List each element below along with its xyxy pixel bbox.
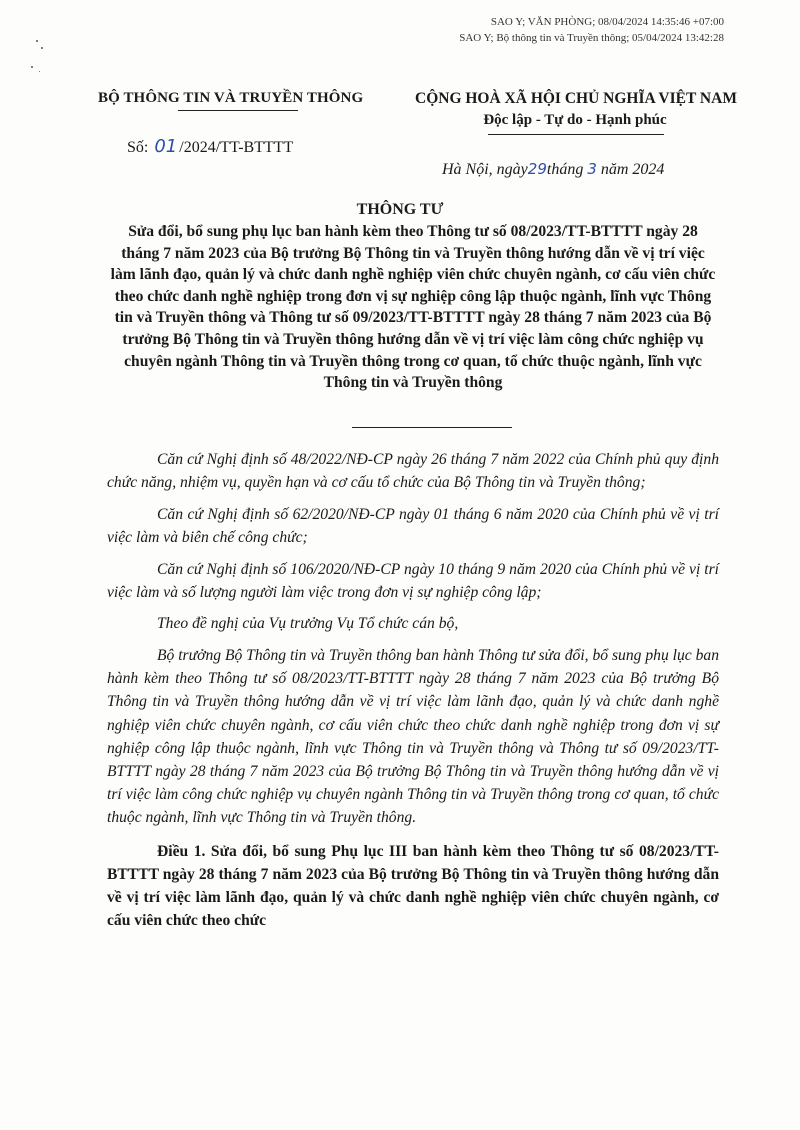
motto-underline	[488, 134, 664, 135]
day-handwritten: 29	[527, 160, 547, 178]
number-handwritten: 01	[154, 136, 178, 157]
article-1: Điều 1. Sửa đổi, bổ sung Phụ lục III ban hành kèm theo Thông tư số 08/2023/TT-BTTTT ngày 28 tháng 7 năm 2023 của Bộ trưởng Bộ Thông tin và Truyền thông hướng dẫn về vị trí việc làm lãnh đạo, quản lý và chức danh nghề nghiệp viên chức chuyên ngành, cơ cấu viên chức theo chức	[107, 842, 719, 930]
document-number	[127, 136, 293, 157]
number-prefix: Số:	[127, 139, 149, 156]
place-prefix: Hà Nội, ngày	[442, 161, 528, 178]
agency-underline	[178, 110, 298, 111]
scan-speck	[31, 66, 33, 68]
document-subject: Sửa đổi, bổ sung phụ lục ban hành kèm theo Thông tư số 08/2023/TT-BTTTT ngày 28 tháng 7 năm 2023 của Bộ trưởng Bộ Thông tin và Truyền thông hướng dẫn về vị trí việc làm lãnh đạo, quản lý và chức danh nghề nghiệp viên chức chuyên ngành, cơ cấu viên chức theo chức danh nghề nghiệp trong đơn vị sự nghiệp công lập thuộc ngành, lĩnh vực Thông tin và Truyền thông và Thông tư số 09/2023/TT-BTTTT ngày 28 tháng 7 năm 2023 của Bộ trưởng Bộ Thông tin và Truyền thông hướng dẫn về vị trí việc làm công chức nghiệp vụ chuyên ngành Thông tin và Truyền thông trong cơ quan, tổ chức thuộc ngành, lĩnh vực Thông tin và Truyền thông	[110, 223, 716, 392]
document-title: THÔNG TƯ	[356, 201, 444, 218]
copy-stamp-office: SAO Y; VĂN PHÒNG; 08/04/2024 14:35:46 +07:00	[490, 16, 724, 28]
legal-basis-2: Căn cứ Nghị định số 62/2020/NĐ-CP ngày 01 tháng 6 năm 2020 của Chính phủ về vị trí việc làm và biên chế công chức;	[107, 505, 719, 546]
national-motto: Độc lập - Tự do - Hạnh phúc	[483, 112, 667, 128]
scan-speck	[36, 40, 38, 42]
legal-basis-1: Căn cứ Nghị định số 48/2022/NĐ-CP ngày 26 tháng 7 năm 2022 của Chính phủ quy định chức năng, nhiệm vụ, quyền hạn và cơ cấu tổ chức của Bộ Thông tin và Truyền thông;	[107, 451, 719, 492]
nation-name: CỘNG HOÀ XÃ HỘI CHỦ NGHĨA VIỆT NAM	[415, 90, 737, 107]
document-body	[107, 448, 719, 941]
subject-underline	[352, 427, 512, 428]
month-label: tháng	[546, 161, 584, 178]
issuing-agency: BỘ THÔNG TIN VÀ TRUYỀN THÔNG	[98, 90, 364, 106]
enactment-clause: Bộ trưởng Bộ Thông tin và Truyền thông ban hành Thông tư sửa đổi, bổ sung phụ lục ban hành kèm theo Thông tư số 08/2023/TT-BTTTT ngày 28 tháng 7 năm 2023 của Bộ trưởng Bộ Thông tin và Truyền thông hướng dẫn về vị trí việc làm lãnh đạo, quản lý và chức danh nghề nghiệp viên chức chuyên ngành, cơ cấu viên chức theo chức danh nghề nghiệp trong đơn vị sự nghiệp công lập thuộc ngành, lĩnh vực Thông tin và Truyền thông và Thông tư số 09/2023/TT-BTTTT ngày 28 tháng 7 năm 2023 của Bộ trưởng Bộ Thông tin và Truyền thông hướng dẫn về vị trí việc làm công chức nghiệp vụ chuyên ngành Thông tin và Truyền thông trong cơ quan, tổ chức thuộc ngành, lĩnh vực Thông tin và Truyền thông.	[107, 646, 719, 827]
scan-speck	[41, 47, 43, 49]
scan-speck	[39, 71, 40, 72]
month-handwritten: 3	[587, 160, 597, 178]
place-and-date	[442, 160, 664, 179]
national-heading	[415, 90, 735, 129]
legal-basis-3: Căn cứ Nghị định số 106/2020/NĐ-CP ngày 10 tháng 9 năm 2020 của Chính phủ về vị trí việc làm và số lượng người làm việc trong đơn vị sự nghiệp công lập;	[107, 560, 719, 601]
copy-stamp-ministry: SAO Y; Bộ thông tin và Truyền thông; 05/04/2024 13:42:28	[459, 32, 724, 44]
number-suffix: /2024/TT-BTTTT	[179, 139, 294, 156]
proposal-line: Theo đề nghị của Vụ trưởng Vụ Tổ chức cán bộ,	[157, 615, 459, 633]
year-text: năm 2024	[600, 161, 665, 178]
